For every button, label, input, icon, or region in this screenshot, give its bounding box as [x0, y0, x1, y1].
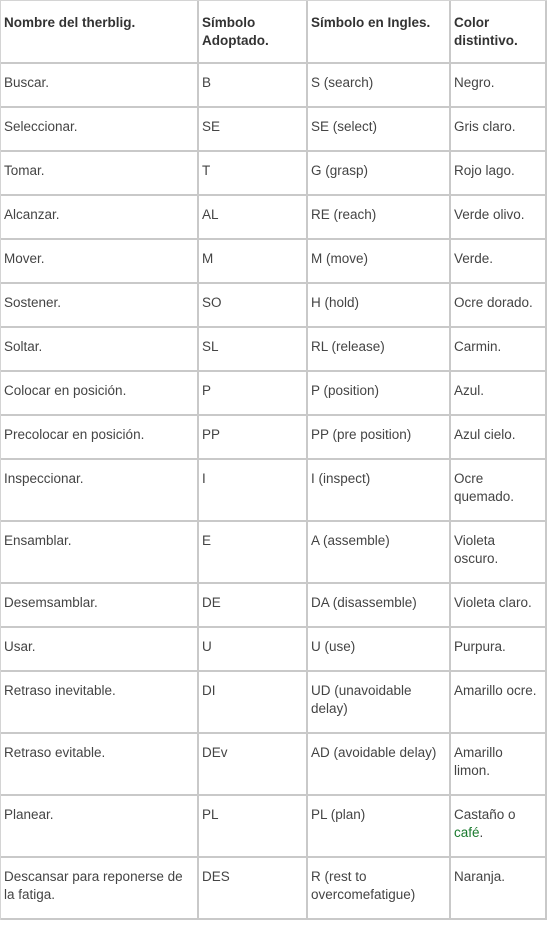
table-row — [1, 240, 547, 284]
cell-distinctive-color: Violeta claro. — [451, 584, 547, 628]
cell-distinctive-color: Carmin. — [451, 328, 547, 372]
cell-adopted-symbol: DI — [199, 672, 308, 734]
cell-english-symbol: SE (select) — [308, 108, 451, 152]
cell-distinctive-color: Gris claro. — [451, 108, 547, 152]
cell-distinctive-color: Ocre quemado. — [451, 460, 547, 522]
cell-distinctive-color: Amarillo ocre. — [451, 672, 547, 734]
cell-therblig-name: Usar. — [1, 628, 199, 672]
cell-therblig-name: Planear. — [1, 796, 199, 858]
cafe-link[interactable]: café — [454, 824, 480, 840]
cell-distinctive-color: Amarillo limon. — [451, 734, 547, 796]
cell-distinctive-color: Violeta oscuro. — [451, 522, 547, 584]
cell-english-symbol: G (grasp) — [308, 152, 451, 196]
cell-english-symbol: S (search) — [308, 64, 451, 108]
table-row — [1, 284, 547, 328]
cell-adopted-symbol: PL — [199, 796, 308, 858]
table-row — [1, 152, 547, 196]
cell-distinctive-color: Verde. — [451, 240, 547, 284]
cell-adopted-symbol: PP — [199, 416, 308, 460]
cell-adopted-symbol: U — [199, 628, 308, 672]
cell-english-symbol: RE (reach) — [308, 196, 451, 240]
cell-distinctive-color — [451, 796, 547, 858]
cell-english-symbol: I (inspect) — [308, 460, 451, 522]
cell-adopted-symbol: T — [199, 152, 308, 196]
table-row — [1, 522, 547, 584]
cell-adopted-symbol: DES — [199, 858, 308, 920]
table-row — [1, 628, 547, 672]
cell-adopted-symbol: SL — [199, 328, 308, 372]
cell-adopted-symbol: SE — [199, 108, 308, 152]
cell-therblig-name: Buscar. — [1, 64, 199, 108]
table-row — [1, 858, 547, 920]
cell-distinctive-color: Ocre dorado. — [451, 284, 547, 328]
header-therblig-name: Nombre del therblig. — [1, 1, 199, 64]
cell-therblig-name: Alcanzar. — [1, 196, 199, 240]
cell-adopted-symbol: AL — [199, 196, 308, 240]
table-row — [1, 64, 547, 108]
cell-therblig-name: Descansar para reponerse de la fatiga. — [1, 858, 199, 920]
cell-distinctive-color: Negro. — [451, 64, 547, 108]
header-distinctive-color: Color distintivo. — [451, 1, 547, 64]
cell-therblig-name: Seleccionar. — [1, 108, 199, 152]
cell-adopted-symbol: I — [199, 460, 308, 522]
cell-therblig-name: Ensamblar. — [1, 522, 199, 584]
color-suffix: . — [479, 824, 484, 840]
table-row — [1, 108, 547, 152]
cell-english-symbol: U (use) — [308, 628, 451, 672]
table-row — [1, 672, 547, 734]
cell-english-symbol: UD (unavoidable delay) — [308, 672, 451, 734]
table-row — [1, 328, 547, 372]
cell-distinctive-color: Rojo lago. — [451, 152, 547, 196]
table-body — [1, 64, 547, 920]
table-row — [1, 796, 547, 858]
cell-therblig-name: Retraso evitable. — [1, 734, 199, 796]
cell-english-symbol: RL (release) — [308, 328, 451, 372]
color-text: Castaño o — [454, 807, 516, 822]
cell-english-symbol: A (assemble) — [308, 522, 451, 584]
cell-distinctive-color: Naranja. — [451, 858, 547, 920]
cell-therblig-name: Sostener. — [1, 284, 199, 328]
cell-therblig-name: Mover. — [1, 240, 199, 284]
cell-english-symbol: M (move) — [308, 240, 451, 284]
cell-distinctive-color: Azul. — [451, 372, 547, 416]
table-row — [1, 460, 547, 522]
cell-therblig-name: Colocar en posición. — [1, 372, 199, 416]
cell-english-symbol: DA (disassemble) — [308, 584, 451, 628]
table-row — [1, 734, 547, 796]
cell-adopted-symbol: SO — [199, 284, 308, 328]
header-english-symbol: Símbolo en Ingles. — [308, 1, 451, 64]
cell-adopted-symbol: P — [199, 372, 308, 416]
cell-english-symbol: AD (avoidable delay) — [308, 734, 451, 796]
table-row — [1, 416, 547, 460]
cell-therblig-name: Tomar. — [1, 152, 199, 196]
cell-therblig-name: Inspeccionar. — [1, 460, 199, 522]
header-adopted-symbol: Símbolo Adoptado. — [199, 1, 308, 64]
table-row — [1, 372, 547, 416]
cell-distinctive-color: Verde olivo. — [451, 196, 547, 240]
cell-english-symbol: PP (pre position) — [308, 416, 451, 460]
cell-adopted-symbol: E — [199, 522, 308, 584]
cell-english-symbol: PL (plan) — [308, 796, 451, 858]
cell-distinctive-color: Purpura. — [451, 628, 547, 672]
table-row — [1, 196, 547, 240]
cell-english-symbol: R (rest to overcomefatigue) — [308, 858, 451, 920]
cell-adopted-symbol: B — [199, 64, 308, 108]
cell-therblig-name: Desemsamblar. — [1, 584, 199, 628]
cell-distinctive-color: Azul cielo. — [451, 416, 547, 460]
cell-adopted-symbol: DE — [199, 584, 308, 628]
table-row — [1, 584, 547, 628]
cell-therblig-name: Retraso inevitable. — [1, 672, 199, 734]
cell-adopted-symbol: DEv — [199, 734, 308, 796]
cell-therblig-name: Soltar. — [1, 328, 199, 372]
cell-therblig-name: Precolocar en posición. — [1, 416, 199, 460]
cell-adopted-symbol: M — [199, 240, 308, 284]
cell-english-symbol: P (position) — [308, 372, 451, 416]
table-header-row — [1, 1, 547, 64]
cell-english-symbol: H (hold) — [308, 284, 451, 328]
